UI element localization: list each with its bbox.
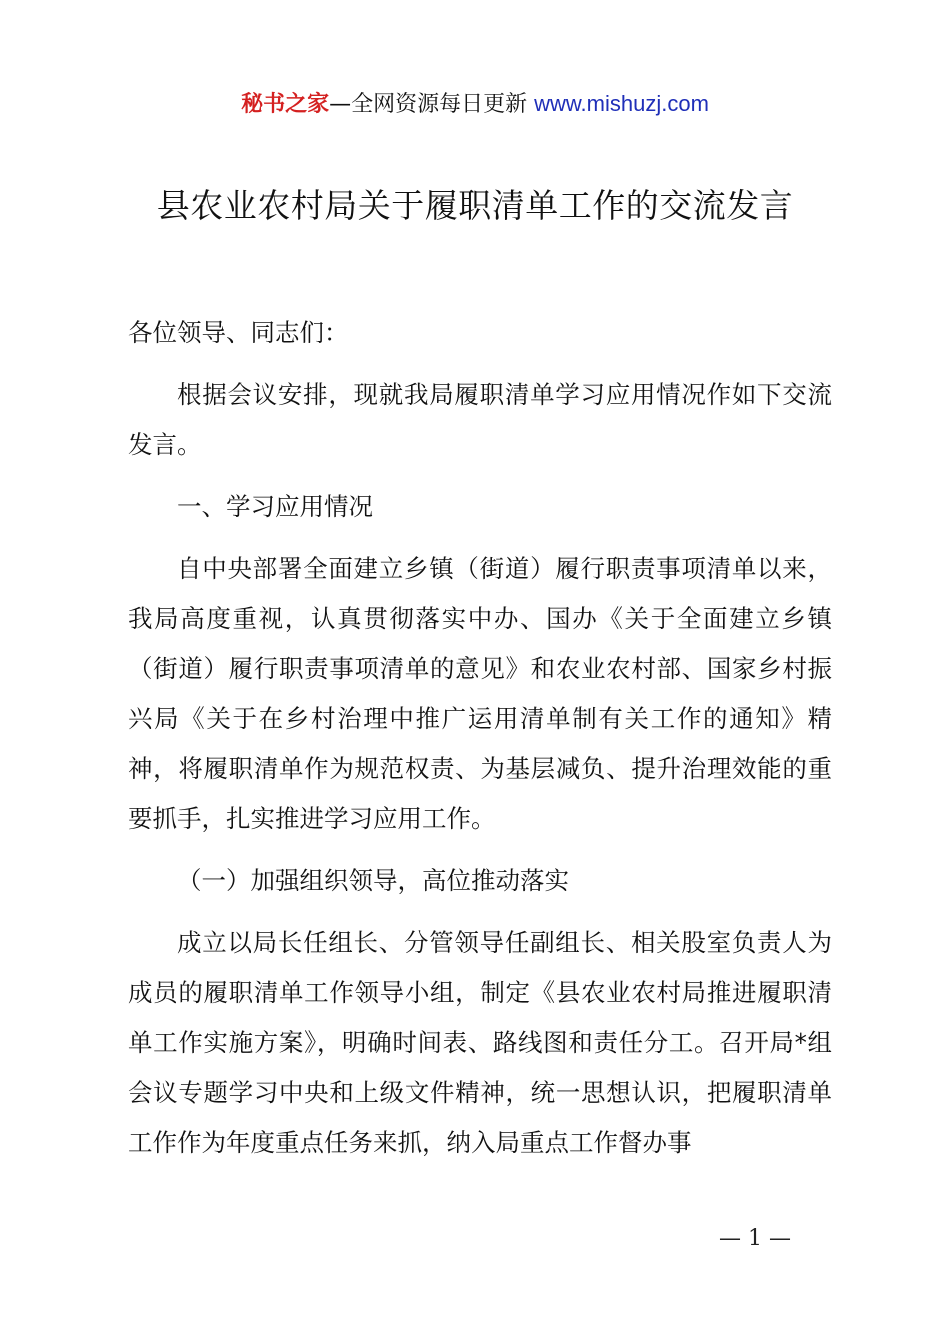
document-title: 县农业农村局关于履职清单工作的交流发言 xyxy=(156,186,794,225)
site-header xyxy=(0,88,950,121)
section-heading-1: 一、学习应用情况 xyxy=(177,492,373,521)
subsection-heading-1: （一）加强组织领导，高位推动落实 xyxy=(177,866,569,895)
site-tagline: —全网资源每日更新 xyxy=(329,92,535,117)
salutation: 各位领导、同志们： xyxy=(128,318,349,347)
site-brand: 秘书之家 xyxy=(241,92,330,117)
document-body xyxy=(128,308,832,1180)
site-url-link[interactable]: www.mishuzj.com xyxy=(534,91,709,116)
page-number: — 1 — xyxy=(719,1226,791,1251)
paragraph-background: 自中央部署全面建立乡镇（街道）履行职责事项清单以来，我局高度重视，认真贯彻落实中办、国办《关于全面建立乡镇（街道）履行职责事项清单的意见》和农业农村部、国家乡村振兴局《关于在乡村治理中推广运用清单制有关工作的通知》精神，将履职清单作为规范权责、为基层减负、提升治理效能的重要抓手，扎实推进学习应用工作。 xyxy=(128,554,832,833)
paragraph-intro: 根据会议安排，现就我局履职清单学习应用情况作如下交流发言。 xyxy=(128,380,832,459)
paragraph-organization: 成立以局长任组长、分管领导任副组长、相关股室负责人为成员的履职清单工作领导小组，制定《县农业农村局推进履职清单工作实施方案》，明确时间表、路线图和责任分工。召开局*组会议专题学习中央和上级文件精神，统一思想认识，把履职清单工作作为年度重点任务来抓，纳入局重点工作督办事 xyxy=(128,928,832,1157)
